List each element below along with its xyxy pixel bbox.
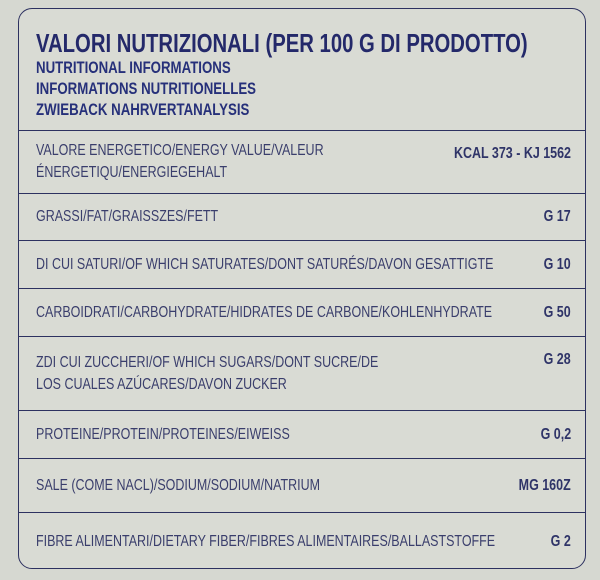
label-line: FIBRE ALIMENTARI/DIETARY FIBER/FIBRES ALIMENTAIRES/BALLASTSTOFFE xyxy=(36,532,496,550)
nutrient-value xyxy=(536,208,571,226)
nutrition-row xyxy=(19,241,585,289)
subtitle-fr xyxy=(36,78,585,99)
nutrient-value xyxy=(545,533,571,551)
title-text: VALORI NUTRIZIONALI (PER 100 G DI PRODOTTO) xyxy=(36,28,528,58)
label-line: ÉNERGETIQU/ENERGIEGEHALT xyxy=(36,164,228,181)
nutrient-value xyxy=(536,351,571,369)
label-line: PROTEINE/PROTEIN/PROTEINES/EIWEISS xyxy=(36,425,290,443)
nutrition-row xyxy=(19,194,585,241)
nutrition-row xyxy=(19,131,585,194)
nutrient-label xyxy=(36,424,361,446)
nutrient-value xyxy=(532,426,571,444)
nutrition-row xyxy=(19,337,585,411)
nutrition-row xyxy=(19,513,585,569)
nutrient-label xyxy=(36,206,270,228)
subtitle-text: NUTRITIONAL INFORMATIONS xyxy=(36,58,231,77)
value-text: G 0,2 xyxy=(540,425,571,443)
label-line: ZDI CUI ZUCCHERI/OF WHICH SUGARS/DONT SUCRE/DE xyxy=(36,353,379,371)
nutrient-label xyxy=(36,531,586,553)
table-header xyxy=(19,9,585,131)
nutrient-label xyxy=(36,254,586,276)
label-line: SALE (COME NACL)/SODIUM/SODIUM/NATRIUM xyxy=(36,476,321,494)
table-title xyxy=(36,29,585,57)
subtitle-text: ZWIEBACK NAHRVERTANALYSIS xyxy=(36,100,250,119)
value-text: G 50 xyxy=(543,303,571,321)
subtitle-text: INFORMATIONS NUTRITIONELLES xyxy=(36,79,257,98)
value-text: G 28 xyxy=(543,351,571,368)
value-text: MG 160Z xyxy=(518,476,571,494)
nutrient-label xyxy=(36,352,475,396)
value-text: KCAL 373 - KJ 1562 xyxy=(454,145,571,162)
subtitle-de xyxy=(36,99,585,120)
label-line: DI CUI SATURI/OF WHICH SATURATES/DONT SATURÉS/DAVON GESATTIGTE xyxy=(36,255,494,273)
subtitle-en xyxy=(36,57,585,78)
nutrient-value xyxy=(536,256,571,274)
value-text: G 17 xyxy=(543,208,571,225)
nutrition-rows xyxy=(19,131,585,569)
nutrient-label xyxy=(36,140,405,184)
nutrition-row xyxy=(19,411,585,459)
value-text: G 2 xyxy=(550,532,571,550)
label-line: GRASSI/FAT/GRAISSZES/FETT xyxy=(36,208,219,225)
nutrient-label xyxy=(36,475,400,497)
nutrition-table xyxy=(18,8,586,569)
label-line: VALORE ENERGETICO/ENERGY VALUE/VALEUR xyxy=(36,142,324,159)
nutrition-row xyxy=(19,289,585,337)
nutrient-value xyxy=(504,477,571,495)
nutrient-value xyxy=(421,145,571,163)
value-text: G 10 xyxy=(543,255,571,273)
label-line: CARBOIDRATI/CARBOHYDRATE/HIDRATES DE CARBONE/KOHLENHYDRATE xyxy=(36,303,493,321)
nutrient-value xyxy=(536,304,571,322)
nutrition-row xyxy=(19,459,585,513)
label-line: LOS CUALES AZÚCARES/DAVON ZUCKER xyxy=(36,375,287,393)
nutrient-label xyxy=(36,302,586,324)
